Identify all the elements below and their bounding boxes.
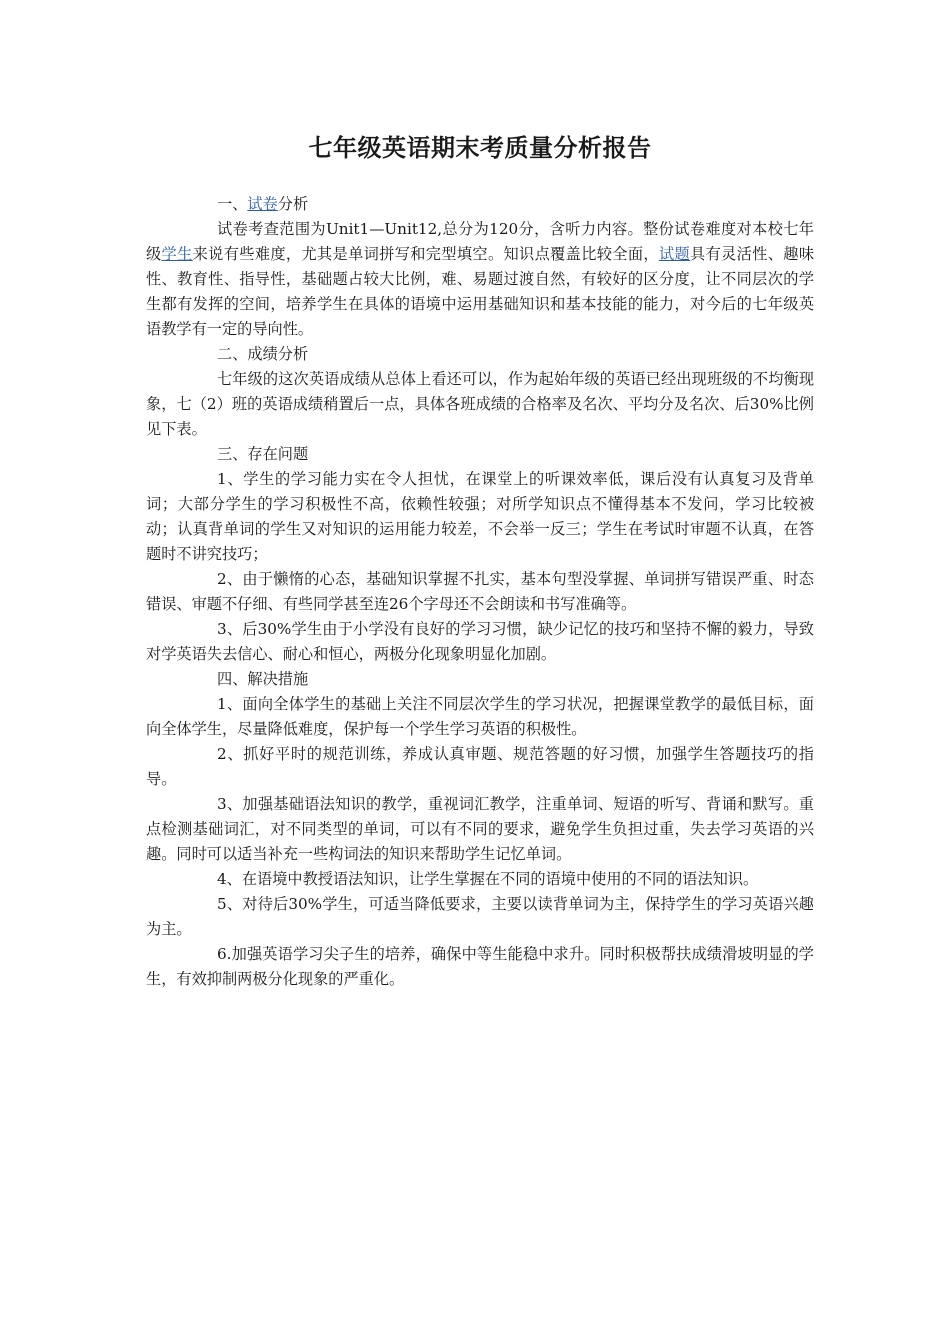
measure-item-3: 3、加强基础语法知识的教学，重视词汇教学，注重单词、短语的听写、背诵和默写。重点检测基础词汇，对不同类型的单词，可以有不同的要求，避免学生负担过重，失去学习英语的兴趣。同时可以适当补充一些构词法的知识来帮助学生记忆单词。: [146, 795, 814, 863]
section-2-paragraph: 七年级的这次英语成绩从总体上看还可以，作为起始年级的英语已经出现班级的不均衡现象，七（2）班的英语成绩稍置后一点，具体各班成绩的合格率及名次、平均分及名次、后30%比例见下表。: [146, 370, 814, 438]
document-page: [146, 126, 814, 992]
section-2-heading: 二、成绩分析: [217, 345, 309, 363]
section-3-heading: 三、存在问题: [217, 445, 309, 463]
section-1-heading-prefix: 一、: [217, 195, 248, 213]
section-1-paragraph: [146, 217, 814, 342]
section-1-text-b: 来说有些难度，尤其是单词拼写和完型填空。知识点覆盖比较全面，: [192, 245, 659, 263]
problem-item-2: 2、由于懒惰的心态，基础知识掌握不扎实，基本句型没掌握、单词拼写错误严重、时态错误、审题不仔细、有些同学甚至连26个字母还不会朗读和书写准确等。: [146, 570, 814, 613]
measure-item-6: 6.加强英语学习尖子生的培养，确保中等生能稳中求升。同时积极帮扶成绩滑坡明显的学生，有效抑制两极分化现象的严重化。: [146, 945, 814, 988]
problem-item-1: 1、学生的学习能力实在令人担忧，在课堂上的听课效率低，课后没有认真复习及背单词；大部分学生的学习积极性不高，依赖性较强；对所学知识点不懂得基本不发问，学习比较被动；认真背单词的学生又对知识的运用能力较差，不会举一反三；学生在考试时审题不认真，在答题时不讲究技巧；: [146, 470, 814, 563]
section-1-text-a: 试卷考查范围为Unit1—Unit12,总分为120分，含听力内容。整份试卷难度对本校七年级: [146, 220, 814, 263]
student-link[interactable]: 学生: [161, 245, 193, 263]
problem-item-3: 3、后30%学生由于小学没有良好的学习习惯，缺少记忆的技巧和坚持不懈的毅力，导致对学英语失去信心、耐心和恒心，两极分化现象明显化加剧。: [146, 620, 814, 663]
section-1-heading-suffix: 分析: [277, 195, 309, 213]
section-1-heading: [146, 192, 814, 217]
exam-paper-link[interactable]: 试卷: [247, 195, 278, 213]
measure-item-1: 1、面向全体学生的基础上关注不同层次学生的学习状况，把握课堂教学的最低目标，面向全体学生，尽量降低难度，保护每一个学生学习英语的积极性。: [146, 695, 814, 738]
measure-item-4: 4、在语境中教授语法知识，让学生掌握在不同的语境中使用的不同的语法知识。: [217, 870, 759, 888]
measure-item-5: 5、对待后30%学生，可适当降低要求，主要以读背单词为主，保持学生的学习英语兴趣为主。: [146, 895, 814, 938]
test-questions-link[interactable]: 试题: [658, 245, 691, 263]
section-4-heading: 四、解决措施: [217, 670, 309, 688]
section-1-text-c: 具有灵活性、趣味性、教育性、指导性，基础题占较大比例，难、易题过渡自然，有较好的区分度，让不同层次的学生都有发挥的空间，培养学生在具体的语境中运用基础知识和基本技能的能力，对今后的七年级英语教学有一定的导向性。: [146, 245, 815, 338]
measure-item-2: 2、抓好平时的规范训练，养成认真审题、规范答题的好习惯，加强学生答题技巧的指导。: [146, 745, 814, 788]
document-title: 七年级英语期末考质量分析报告: [308, 134, 652, 162]
